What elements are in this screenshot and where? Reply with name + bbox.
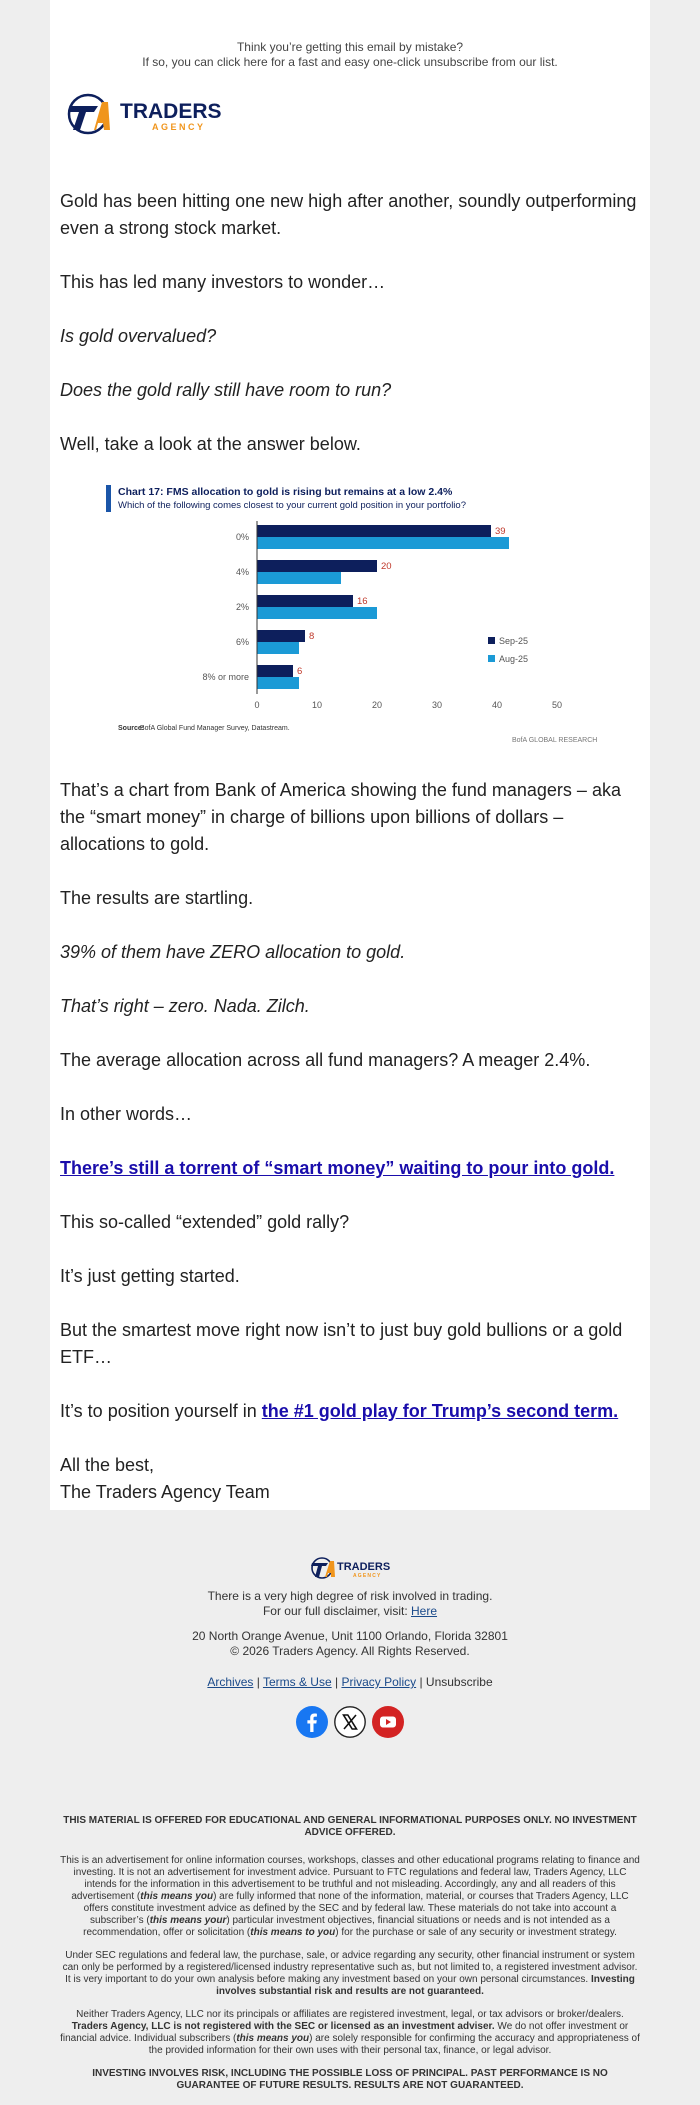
- chart-bar-aug-25: [257, 572, 341, 584]
- chart-bar-sep-25: [257, 630, 305, 642]
- footer-links: [0, 1675, 700, 1690]
- x-icon[interactable]: [334, 1706, 366, 1738]
- paragraph-5: Well, take a look at the answer below.: [60, 434, 361, 454]
- legal-paragraph-1: [60, 1855, 640, 1939]
- chart-category-label: 2%: [235, 602, 249, 612]
- legal-emphasis: this means you: [236, 2033, 310, 2044]
- paragraph-14: But the smartest move right now isn’t to just buy gold bullions or a gold ETF…: [60, 1320, 623, 1367]
- chart-source-text: BofA Global Fund Manager Survey, Datastream.: [140, 725, 290, 732]
- unsubscribe-link-top[interactable]: If so, you can click here for a fast and easy one-click unsubscribe from our list.: [142, 55, 558, 69]
- footer: [0, 1555, 700, 1738]
- legal-text: ) are fully informed that none of the information, material, or courses that Traders Agency, LLC offers constitute investment advice as defined by the SEC and by federal law. These materials do not take into account a subscriber’s (: [83, 1891, 629, 1926]
- paragraph-1: Gold has been hitting one new high after another, soundly outperforming even a strong stock market.: [60, 191, 637, 238]
- chart-x-tick: 0: [254, 700, 260, 710]
- risk-statement: There is a very high degree of risk involved in trading.: [207, 1589, 493, 1603]
- chart-data-label: 20: [381, 561, 392, 572]
- legal-header: THIS MATERIAL IS OFFERED FOR EDUCATIONAL AND GENERAL INFORMATIONAL PURPOSES ONLY. NO INVESTMENT ADVICE OFFERED.: [63, 1815, 637, 1838]
- legal-emphasis: this means your: [149, 1915, 227, 1926]
- chart-x-tick: 20: [371, 700, 383, 710]
- disclaimer-line: [0, 1604, 700, 1619]
- chart-credit: BofA GLOBAL RESEARCH: [512, 737, 598, 744]
- legal-paragraph-3: [60, 2009, 640, 2057]
- paragraph-3: Is gold overvalued?: [60, 326, 217, 346]
- legal-emphasis: this means to you: [250, 1927, 336, 1938]
- chart-legend-label: Aug-25: [499, 654, 529, 664]
- chart-bar-sep-25: [257, 525, 491, 537]
- paragraph-8: 39% of them have ZERO allocation to gold.: [60, 942, 406, 962]
- email-card: [50, 0, 650, 1510]
- facebook-icon[interactable]: [296, 1706, 328, 1738]
- chart-bar-aug-25: [257, 677, 299, 689]
- gold-play-link[interactable]: the #1 gold play for Trump’s second term.: [261, 1401, 619, 1421]
- chart-bar-sep-25: [257, 665, 293, 677]
- chart-title: Chart 17: FMS allocation to gold is rising but remains at a low 2.4%: [118, 486, 453, 498]
- chart-x-tick: 10: [311, 700, 323, 710]
- legal-text: Neither Traders Agency, LLC nor its principals or affiliates are registered investment, legal, or tax advisors or broker/dealers.: [76, 2009, 624, 2020]
- disclaimer-link[interactable]: Here: [411, 1604, 438, 1618]
- chart-bar-sep-25: [257, 595, 353, 607]
- chart-category-label: 0%: [235, 532, 249, 542]
- chart-accent-bar: [106, 485, 111, 512]
- legal-emphasis: Traders Agency, LLC is not registered with the SEC or licensed as an investment adviser.: [71, 2021, 495, 2032]
- paragraph-13: It’s just getting started.: [60, 1266, 240, 1286]
- paragraph-12: This so-called “extended” gold rally?: [60, 1212, 350, 1232]
- address: 20 North Orange Avenue, Unit 1100 Orlando, Florida 32801: [192, 1629, 508, 1643]
- chart-category-label: 6%: [235, 637, 249, 647]
- social-icons: [0, 1706, 700, 1738]
- optout-notice: [50, 40, 650, 70]
- signoff-line1: All the best,: [60, 1455, 155, 1475]
- link-separator: |: [253, 1675, 263, 1689]
- link-separator: |: [416, 1675, 426, 1689]
- chart-subtitle: Which of the following comes closest to your current gold position in your portfolio?: [118, 500, 466, 511]
- footer-logo[interactable]: [310, 1555, 390, 1581]
- paragraph-15: [60, 1398, 640, 1425]
- archives-link[interactable]: Archives: [207, 1675, 254, 1689]
- chart-bar-aug-25: [257, 607, 377, 619]
- paragraph-4: Does the gold rally still have room to run?: [60, 380, 392, 400]
- logo-sub: AGENCY: [152, 122, 206, 132]
- paragraph-10: The average allocation across all fund managers? A meager 2.4%.: [60, 1050, 591, 1070]
- footer-logo-t: [311, 1563, 328, 1577]
- chart-svg: [60, 479, 640, 757]
- copyright: © 2026 Traders Agency. All Rights Reserved.: [230, 1644, 470, 1658]
- paragraph-2: This has led many investors to wonder…: [60, 272, 386, 292]
- chart-legend-swatch: [488, 655, 495, 662]
- gold-allocation-chart: [60, 479, 640, 757]
- chart-x-tick: 30: [431, 700, 443, 710]
- privacy-link[interactable]: Privacy Policy: [341, 1675, 417, 1689]
- chart-x-tick: 50: [551, 700, 563, 710]
- email-body: [60, 188, 640, 1533]
- paragraph-9: That’s right – zero. Nada. Zilch.: [60, 996, 310, 1016]
- legal-text: This is an advertisement for online information courses, workshops, classes and other educational programs relating to finance and investing. It is not an advertisement for investment advice. Pursuant to FTC regulations and federal law, Traders Agency, LLC intends for the information in this advertisement to be truthful and not misleading. Accordingly, any and all readers of this advertisement (: [60, 1855, 640, 1902]
- chart-category-label: 4%: [235, 567, 249, 577]
- legal-text: ) are solely responsible for confirming the accuracy and appropriateness of the provided information for their own uses with their personal tax, finance, or legal advisor.: [148, 2033, 640, 2056]
- legal-text: ) for the purchase or sale of any security or investment strategy.: [335, 1927, 617, 1938]
- logo-brand: TRADERS: [120, 100, 222, 123]
- chart-bar-sep-25: [257, 560, 377, 572]
- paragraph-11: In other words…: [60, 1104, 193, 1124]
- legal-emphasis: Investing involves substantial risk and results are not guaranteed.: [216, 1974, 635, 1997]
- legal-emphasis: this means you: [140, 1891, 214, 1902]
- paragraph-15-prefix: It’s to position yourself in: [60, 1401, 262, 1421]
- chart-source-label: Source:: [118, 725, 145, 732]
- smart-money-link[interactable]: There’s still a torrent of “smart money” waiting to pour into gold.: [60, 1158, 615, 1178]
- legal-disclaimer: [60, 1815, 640, 2103]
- link-paragraph-1: [60, 1155, 640, 1182]
- signoff: [60, 1452, 640, 1506]
- signoff-line2: The Traders Agency Team: [60, 1482, 270, 1502]
- optout-line1: Think you’re getting this email by mistake?: [236, 40, 464, 54]
- chart-category-label: 8% or more: [202, 672, 249, 682]
- disclaimer-prefix: For our full disclaimer, visit:: [262, 1604, 412, 1618]
- chart-legend-swatch: [488, 637, 495, 644]
- footer-logo-brand: TRADERS: [337, 1561, 390, 1573]
- legal-text: We do not offer investment or financial advice. Individual subscribers (: [60, 2021, 629, 2044]
- legal-paragraph-2: [60, 1950, 640, 1998]
- legal-text: ) particular investment objectives, financial situations or needs and is not intended as a recommendation, offer or solicitation (: [83, 1915, 610, 1938]
- chart-data-label: 39: [495, 526, 506, 537]
- chart-bar-aug-25: [257, 537, 509, 549]
- chart-data-label: 16: [357, 596, 368, 607]
- youtube-icon[interactable]: [372, 1706, 404, 1738]
- footer-logo-sub: AGENCY: [353, 1573, 382, 1579]
- chart-data-label: 8: [309, 631, 315, 642]
- chart-data-label: 6: [297, 666, 303, 677]
- legal-paragraph-4: INVESTING INVOLVES RISK, INCLUDING THE POSSIBLE LOSS OF PRINCIPAL. PAST PERFORMANCE IS NO GUARANTEE OF FUTURE RESULTS. RESULTS ARE NOT GUARANTEED.: [92, 2068, 608, 2091]
- paragraph-6: That’s a chart from Bank of America showing the fund managers – aka the “smart money” in charge of billions upon billions of dollars – allocations to gold.: [60, 780, 621, 854]
- chart-bar-aug-25: [257, 642, 299, 654]
- terms-link[interactable]: Terms & Use: [262, 1675, 332, 1689]
- paragraph-7: The results are startling.: [60, 888, 254, 908]
- legal-text: Under SEC regulations and federal law, the purchase, sale, or advice regarding any security, other financial instrument or system can only be performed by a registered/licensed industry representative such as, but not limited to, a registered investment advisor. It is very important to do your own analysis before making any investment based on your own personal circumstances.: [62, 1950, 638, 1985]
- unsubscribe-link[interactable]: Unsubscribe: [425, 1675, 493, 1689]
- link-separator: |: [331, 1675, 342, 1689]
- traders-agency-logo[interactable]: [64, 92, 264, 136]
- chart-legend-label: Sep-25: [499, 636, 529, 646]
- chart-x-tick: 40: [491, 700, 503, 710]
